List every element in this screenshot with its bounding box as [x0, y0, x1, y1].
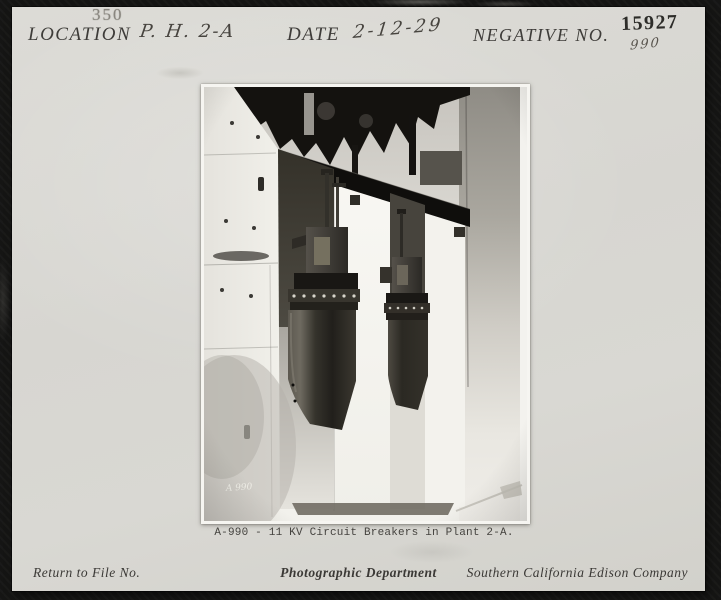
return-to-file-label: Return to File No.	[33, 565, 141, 580]
location-label: LOCATION	[28, 24, 132, 45]
location-value: P. H. 2-A	[138, 21, 238, 42]
photo-caption: A-990 - 11 KV Circuit Breakers in Plant 2-A.	[214, 527, 514, 539]
department-label: Photographic Department	[280, 565, 437, 580]
negative-number-label: NEGATIVE NO.	[473, 25, 610, 45]
date-label: DATE	[287, 24, 340, 45]
company-label: Southern California Edison Company	[466, 565, 688, 580]
archive-card	[12, 7, 705, 591]
photograph	[201, 84, 530, 524]
date-value: 2-12-29	[351, 13, 445, 44]
photograph-image	[204, 87, 527, 521]
negative-number-secondary: 990	[629, 35, 662, 54]
page-stamp-number: 350	[92, 5, 124, 24]
negative-number-value: 15927	[620, 11, 679, 35]
photo-vignette	[204, 87, 527, 521]
